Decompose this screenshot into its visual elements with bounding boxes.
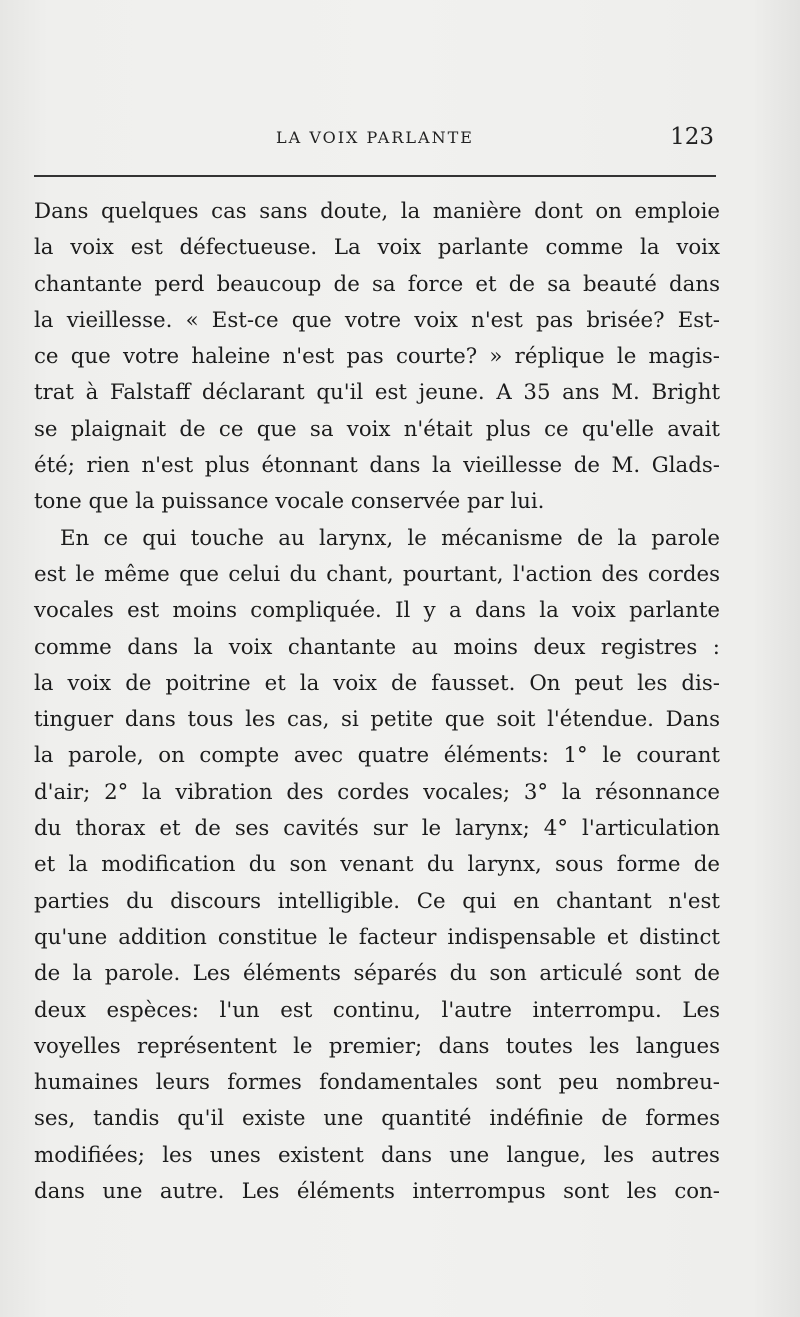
text-line: et la modification du son venant du larynx, sous forme de [34, 852, 720, 878]
text-line: la vieillesse. « Est-ce que votre voix n'est pas brisée? Est- [34, 307, 720, 333]
text-line: voyelles représentent le premier; dans toutes les langues [34, 1033, 720, 1059]
paragraph-start-line: En ce qui touche au larynx, le mécanisme de la parole [60, 525, 720, 551]
header-rule [34, 175, 716, 177]
text-line: tinguer dans tous les cas, si petite que soit l'étendue. Dans [34, 707, 720, 733]
text-line: d'air; 2° la vibration des cordes vocales; 3° la résonnance [34, 779, 720, 805]
text-line: la voix est défectueuse. La voix parlante comme la voix [34, 235, 720, 261]
text-line: été; rien n'est plus étonnant dans la vieillesse de M. Glads- [34, 453, 720, 479]
text-line: la parole, on compte avec quatre éléments: 1° le courant [34, 743, 720, 769]
text-line: est le même que celui du chant, pourtant, l'action des cordes [34, 561, 720, 587]
paragraph-end-line: tone que la puissance vocale conservée par lui. [34, 489, 545, 515]
text-line: chantante perd beaucoup de sa force et de sa beauté dans [34, 271, 720, 297]
text-line: dans une autre. Les éléments interrompus sont les con- [34, 1179, 720, 1205]
running-head [36, 124, 714, 154]
text-line: de la parole. Les éléments séparés du son articulé sont de [34, 961, 720, 987]
text-line: du thorax et de ses cavités sur le larynx; 4° l'articulation [34, 816, 720, 842]
text-line: ce que votre haleine n'est pas courte? » réplique le magis- [34, 344, 720, 370]
body-text [34, 194, 720, 1210]
text-line: vocales est moins compliquée. Il y a dans la voix parlante [34, 598, 720, 624]
text-line: deux espèces: l'un est continu, l'autre interrompu. Les [34, 997, 720, 1023]
text-line: qu'une addition constitue le facteur indispensable et distinct [34, 924, 720, 950]
text-line: se plaignait de ce que sa voix n'était plus ce qu'elle avait [34, 416, 720, 442]
text-line: ses, tandis qu'il existe une quantité indéfinie de formes [34, 1106, 720, 1132]
text-line: comme dans la voix chantante au moins deux registres : [34, 634, 720, 660]
text-line: humaines leurs formes fondamentales sont peu nombreu- [34, 1070, 720, 1096]
running-title: LA VOIX PARLANTE [276, 128, 474, 147]
text-line: modifiées; les unes existent dans une langue, les autres [34, 1142, 720, 1168]
text-line: la voix de poitrine et la voix de fausset. On peut les dis- [34, 670, 720, 696]
text-line: parties du discours intelligible. Ce qui en chantant n'est [34, 888, 720, 914]
text-line: trat à Falstaff déclarant qu'il est jeune. A 35 ans M. Bright [34, 380, 720, 406]
text-line: Dans quelques cas sans doute, la manière dont on emploie [34, 199, 720, 224]
page-number: 123 [670, 124, 714, 150]
